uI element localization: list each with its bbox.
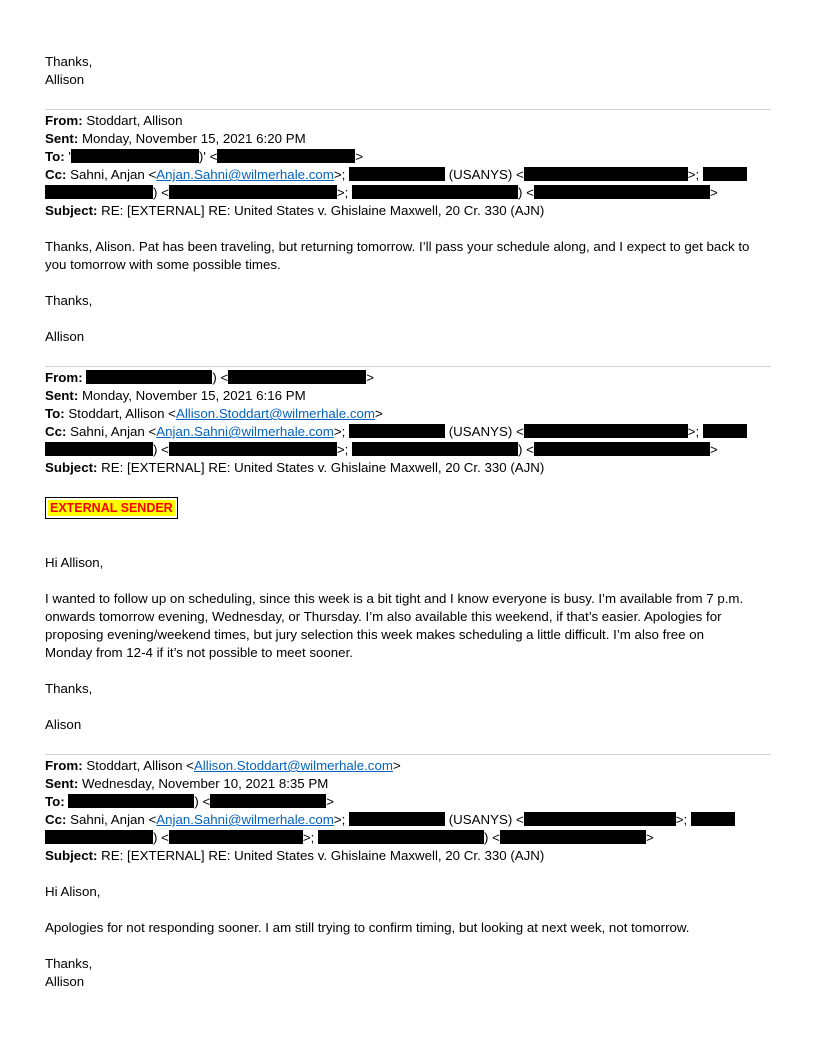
- email1-body-line: you tomorrow with some possible times.: [45, 257, 281, 272]
- cc-email-link[interactable]: Anjan.Sahni@wilmerhale.com: [156, 424, 334, 439]
- email3-greeting: Hi Alison,: [45, 884, 101, 899]
- email2-body-line: I wanted to follow up on scheduling, since this week is a bit tight and I know everyone is busy. I’m available from 7 p.m.: [45, 591, 744, 606]
- email1-sent-line: Sent: Monday, November 15, 2021 6:20 PM: [45, 131, 306, 146]
- cc-email-link[interactable]: Anjan.Sahni@wilmerhale.com: [156, 167, 334, 182]
- redaction: [349, 812, 445, 826]
- redaction: [524, 812, 676, 826]
- email3-from-line: From: Stoddart, Allison <Allison.Stoddart@wilmerhale.com>: [45, 758, 401, 773]
- closing-signature: Allison: [45, 72, 85, 87]
- redaction: [703, 424, 747, 438]
- redaction: [534, 442, 710, 456]
- email1-cc-line2: ) < >; ) < >: [45, 184, 718, 202]
- email1-signature: Allison: [45, 329, 85, 344]
- email2-subject-line: Subject: RE: [EXTERNAL] RE: United States v. Ghislaine Maxwell, 20 Cr. 330 (AJN): [45, 460, 545, 475]
- redaction: [86, 370, 212, 384]
- external-sender-banner: EXTERNAL SENDER: [45, 497, 178, 519]
- redaction: [349, 424, 445, 438]
- redaction: [534, 185, 710, 199]
- email1-to-line: To: ' )' < >: [45, 149, 364, 164]
- email1-thanks: Thanks,: [45, 293, 93, 308]
- from-email-link[interactable]: Allison.Stoddart@wilmerhale.com: [193, 758, 393, 773]
- redaction: [228, 370, 366, 384]
- redaction: [691, 812, 735, 826]
- redaction: [45, 830, 153, 844]
- redaction: [349, 167, 445, 181]
- email2-cc-line2: ) < >; ) < >: [45, 441, 718, 459]
- email3-signature: Allison: [45, 974, 85, 989]
- divider: [45, 754, 771, 755]
- redaction: [169, 185, 337, 199]
- email2-thanks: Thanks,: [45, 681, 93, 696]
- email3-to-line: To: ) < >: [45, 794, 335, 809]
- email2-from-line: From: ) < >: [45, 370, 375, 385]
- email2-body-line: onwards tomorrow evening, Wednesday, or Thursday. I’m also available this weekend, if that’s easier. Apologies for: [45, 609, 722, 624]
- redaction: [68, 794, 194, 808]
- email2-body-line: proposing evening/weekend times, but jury selection this week makes scheduling a little difficult. I’m also free on: [45, 627, 705, 642]
- redaction: [524, 167, 688, 181]
- to-email-link[interactable]: Allison.Stoddart@wilmerhale.com: [175, 406, 375, 421]
- redaction: [210, 794, 326, 808]
- redaction: [45, 185, 153, 199]
- redaction: [703, 167, 747, 181]
- email1-body-line: Thanks, Alison. Pat has been traveling, but returning tomorrow. I’ll pass your schedule along, and I expect to get back to: [45, 239, 750, 254]
- email1-from-line: From: Stoddart, Allison: [45, 113, 183, 128]
- email1-subject-line: Subject: RE: [EXTERNAL] RE: United States v. Ghislaine Maxwell, 20 Cr. 330 (AJN): [45, 203, 545, 218]
- redaction: [169, 442, 337, 456]
- redaction: [318, 830, 484, 844]
- email3-subject-line: Subject: RE: [EXTERNAL] RE: United States v. Ghislaine Maxwell, 20 Cr. 330 (AJN): [45, 848, 545, 863]
- email2-to-line: To: Stoddart, Allison <Allison.Stoddart@wilmerhale.com>: [45, 406, 383, 421]
- email2-signature: Alison: [45, 717, 82, 732]
- cc-email-link[interactable]: Anjan.Sahni@wilmerhale.com: [156, 812, 334, 827]
- email2-greeting: Hi Allison,: [45, 555, 104, 570]
- redaction: [71, 149, 199, 163]
- email3-body-line: Apologies for not responding sooner. I am still trying to confirm timing, but looking at next week, not tomorrow.: [45, 920, 690, 935]
- redaction: [352, 185, 518, 199]
- redaction: [352, 442, 518, 456]
- redaction: [500, 830, 646, 844]
- email3-sent-line: Sent: Wednesday, November 10, 2021 8:35 PM: [45, 776, 329, 791]
- redaction: [217, 149, 355, 163]
- email2-body-line: Monday from 12-4 if it’s not possible to meet sooner.: [45, 645, 353, 660]
- email2-cc-line: Cc: Sahni, Anjan <Anjan.Sahni@wilmerhale.com>; (USANYS) < >;: [45, 423, 747, 441]
- email3-cc-line: Cc: Sahni, Anjan <Anjan.Sahni@wilmerhale.com>; (USANYS) < >;: [45, 811, 735, 829]
- redaction: [45, 442, 153, 456]
- redaction: [169, 830, 303, 844]
- email3-cc-line2: ) < >; ) < >: [45, 829, 654, 847]
- closing-thanks: Thanks,: [45, 54, 93, 69]
- email1-cc-line: Cc: Sahni, Anjan <Anjan.Sahni@wilmerhale.com>; (USANYS) < >;: [45, 166, 747, 184]
- email3-thanks: Thanks,: [45, 956, 93, 971]
- divider: [45, 109, 771, 110]
- divider: [45, 366, 771, 367]
- redaction: [524, 424, 688, 438]
- email2-sent-line: Sent: Monday, November 15, 2021 6:16 PM: [45, 388, 306, 403]
